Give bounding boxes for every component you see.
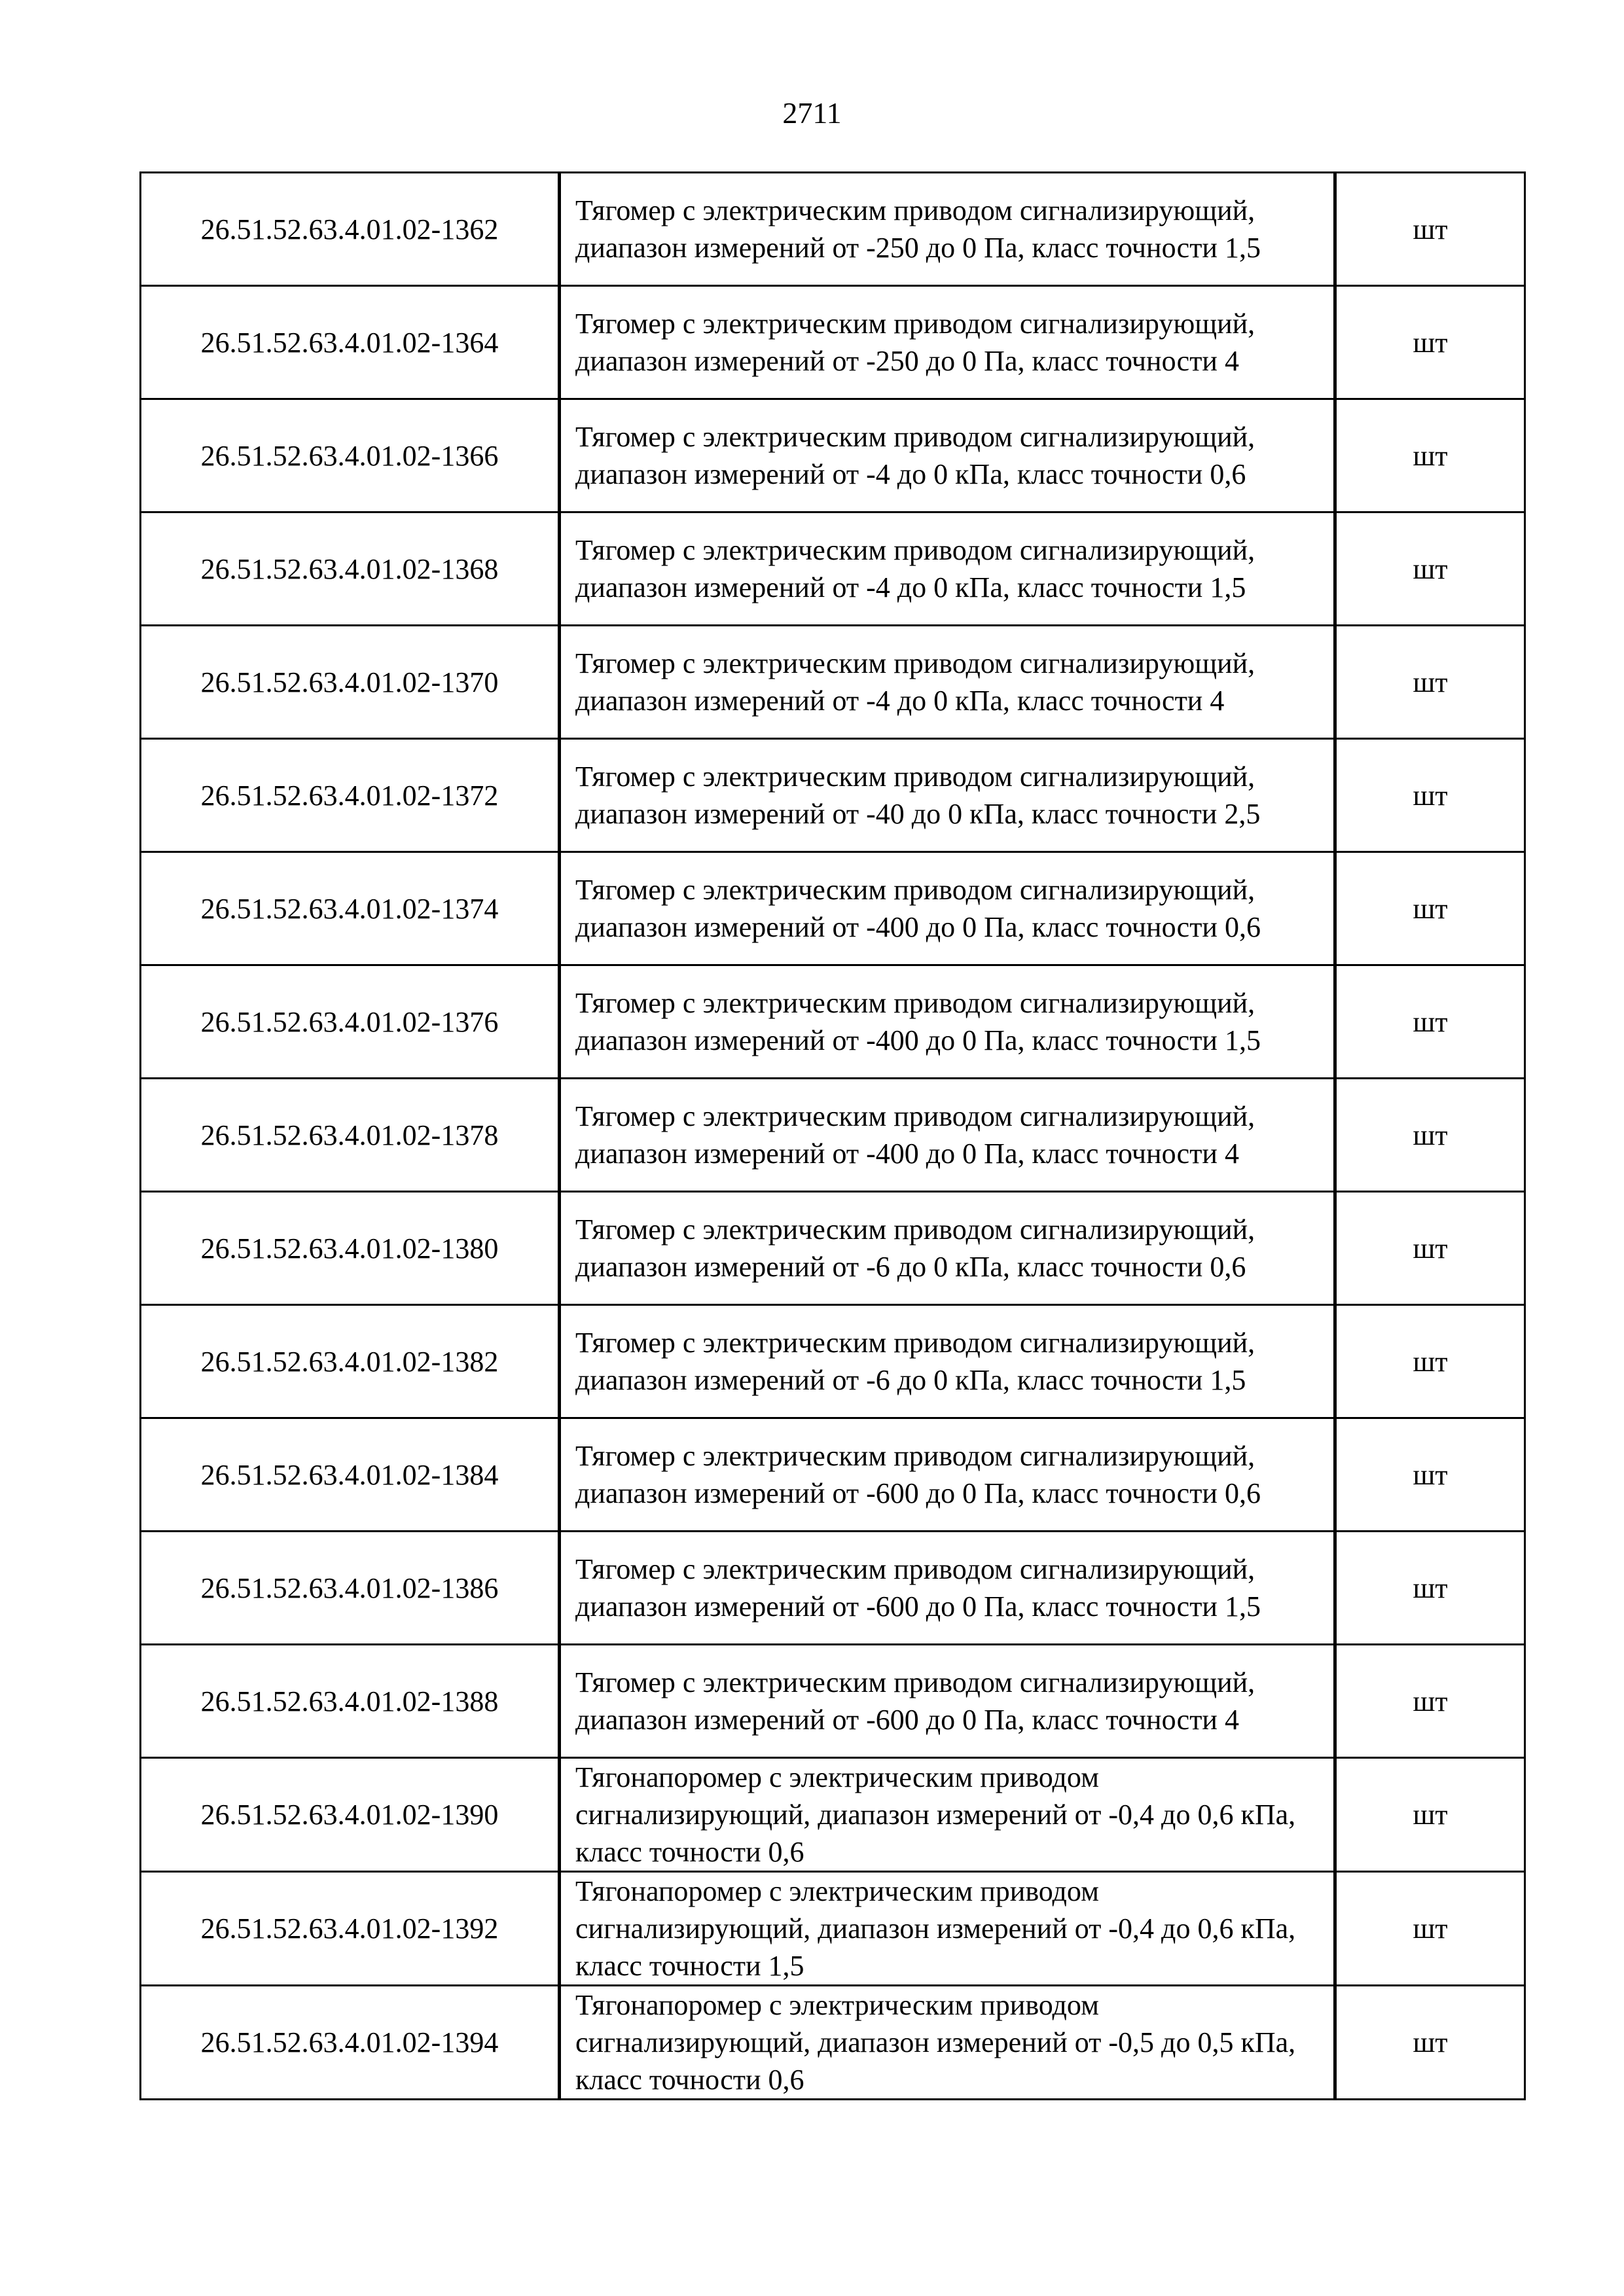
item-name-cell: Тягомер с электрическим приводом сигнализирующий, диапазон измерений от -400 до 0 Па, класс точности 4 xyxy=(560,1079,1335,1192)
table-row xyxy=(141,1532,1525,1645)
item-code-cell: 26.51.52.63.4.01.02-1390 xyxy=(141,1758,560,1872)
item-unit-cell: шт xyxy=(1335,1986,1525,2100)
item-code-cell: 26.51.52.63.4.01.02-1380 xyxy=(141,1192,560,1305)
item-code-cell: 26.51.52.63.4.01.02-1378 xyxy=(141,1079,560,1192)
item-code-cell: 26.51.52.63.4.01.02-1372 xyxy=(141,739,560,852)
table-row xyxy=(141,852,1525,965)
item-name-cell: Тягомер с электрическим приводом сигнализирующий, диапазон измерений от -400 до 0 Па, класс точности 0,6 xyxy=(560,852,1335,965)
item-code-cell: 26.51.52.63.4.01.02-1368 xyxy=(141,512,560,626)
item-unit-cell: шт xyxy=(1335,1872,1525,1986)
item-code-cell: 26.51.52.63.4.01.02-1388 xyxy=(141,1645,560,1758)
item-name-cell: Тягонапоромер с электрическим приводом сигнализирующий, диапазон измерений от -0,5 до 0,5 кПа, класс точности 0,6 xyxy=(560,1986,1335,2100)
item-code-cell: 26.51.52.63.4.01.02-1374 xyxy=(141,852,560,965)
item-unit-cell: шт xyxy=(1335,1758,1525,1872)
item-name-cell: Тягомер с электрическим приводом сигнализирующий, диапазон измерений от -400 до 0 Па, класс точности 1,5 xyxy=(560,965,1335,1079)
table-row xyxy=(141,512,1525,626)
table-row xyxy=(141,1645,1525,1758)
item-name-cell: Тягомер с электрическим приводом сигнализирующий, диапазон измерений от -6 до 0 кПа, класс точности 0,6 xyxy=(560,1192,1335,1305)
items-table xyxy=(139,171,1526,2100)
item-unit-cell: шт xyxy=(1335,739,1525,852)
item-name-cell: Тягомер с электрическим приводом сигнализирующий, диапазон измерений от -250 до 0 Па, класс точности 4 xyxy=(560,286,1335,399)
table-row xyxy=(141,965,1525,1079)
item-unit-cell: шт xyxy=(1335,1079,1525,1192)
item-code-cell: 26.51.52.63.4.01.02-1392 xyxy=(141,1872,560,1986)
table-row xyxy=(141,1305,1525,1418)
item-name-cell: Тягомер с электрическим приводом сигнализирующий, диапазон измерений от -4 до 0 кПа, класс точности 4 xyxy=(560,626,1335,739)
item-code-cell: 26.51.52.63.4.01.02-1394 xyxy=(141,1986,560,2100)
item-code-cell: 26.51.52.63.4.01.02-1362 xyxy=(141,173,560,286)
item-unit-cell: шт xyxy=(1335,965,1525,1079)
table-row xyxy=(141,739,1525,852)
items-table-body xyxy=(141,173,1525,2100)
table-row xyxy=(141,1192,1525,1305)
item-unit-cell: шт xyxy=(1335,626,1525,739)
table-row xyxy=(141,626,1525,739)
table-row xyxy=(141,173,1525,286)
item-name-cell: Тягомер с электрическим приводом сигнализирующий, диапазон измерений от -600 до 0 Па, класс точности 4 xyxy=(560,1645,1335,1758)
item-unit-cell: шт xyxy=(1335,852,1525,965)
table-row xyxy=(141,1872,1525,1986)
item-name-cell: Тягомер с электрическим приводом сигнализирующий, диапазон измерений от -6 до 0 кПа, класс точности 1,5 xyxy=(560,1305,1335,1418)
item-name-cell: Тягомер с электрическим приводом сигнализирующий, диапазон измерений от -250 до 0 Па, класс точности 1,5 xyxy=(560,173,1335,286)
item-code-cell: 26.51.52.63.4.01.02-1386 xyxy=(141,1532,560,1645)
table-row xyxy=(141,399,1525,512)
item-name-cell: Тягонапоромер с электрическим приводом сигнализирующий, диапазон измерений от -0,4 до 0,6 кПа, класс точности 0,6 xyxy=(560,1758,1335,1872)
item-name-cell: Тягонапоромер с электрическим приводом сигнализирующий, диапазон измерений от -0,4 до 0,6 кПа, класс точности 1,5 xyxy=(560,1872,1335,1986)
page-number: 2711 xyxy=(782,96,842,130)
item-code-cell: 26.51.52.63.4.01.02-1366 xyxy=(141,399,560,512)
item-unit-cell: шт xyxy=(1335,1418,1525,1532)
item-name-cell: Тягомер с электрическим приводом сигнализирующий, диапазон измерений от -4 до 0 кПа, класс точности 0,6 xyxy=(560,399,1335,512)
item-name-cell: Тягомер с электрическим приводом сигнализирующий, диапазон измерений от -4 до 0 кПа, класс точности 1,5 xyxy=(560,512,1335,626)
item-code-cell: 26.51.52.63.4.01.02-1384 xyxy=(141,1418,560,1532)
item-name-cell: Тягомер с электрическим приводом сигнализирующий, диапазон измерений от -600 до 0 Па, класс точности 1,5 xyxy=(560,1532,1335,1645)
table-row xyxy=(141,1079,1525,1192)
item-unit-cell: шт xyxy=(1335,399,1525,512)
item-name-cell: Тягомер с электрическим приводом сигнализирующий, диапазон измерений от -40 до 0 кПа, класс точности 2,5 xyxy=(560,739,1335,852)
table-row xyxy=(141,1758,1525,1872)
item-code-cell: 26.51.52.63.4.01.02-1364 xyxy=(141,286,560,399)
item-code-cell: 26.51.52.63.4.01.02-1382 xyxy=(141,1305,560,1418)
item-unit-cell: шт xyxy=(1335,1645,1525,1758)
item-unit-cell: шт xyxy=(1335,1305,1525,1418)
item-unit-cell: шт xyxy=(1335,1532,1525,1645)
item-unit-cell: шт xyxy=(1335,286,1525,399)
item-unit-cell: шт xyxy=(1335,512,1525,626)
item-unit-cell: шт xyxy=(1335,173,1525,286)
item-unit-cell: шт xyxy=(1335,1192,1525,1305)
table-row xyxy=(141,1418,1525,1532)
item-name-cell: Тягомер с электрическим приводом сигнализирующий, диапазон измерений от -600 до 0 Па, класс точности 0,6 xyxy=(560,1418,1335,1532)
table-row xyxy=(141,1986,1525,2100)
table-row xyxy=(141,286,1525,399)
item-code-cell: 26.51.52.63.4.01.02-1376 xyxy=(141,965,560,1079)
item-code-cell: 26.51.52.63.4.01.02-1370 xyxy=(141,626,560,739)
